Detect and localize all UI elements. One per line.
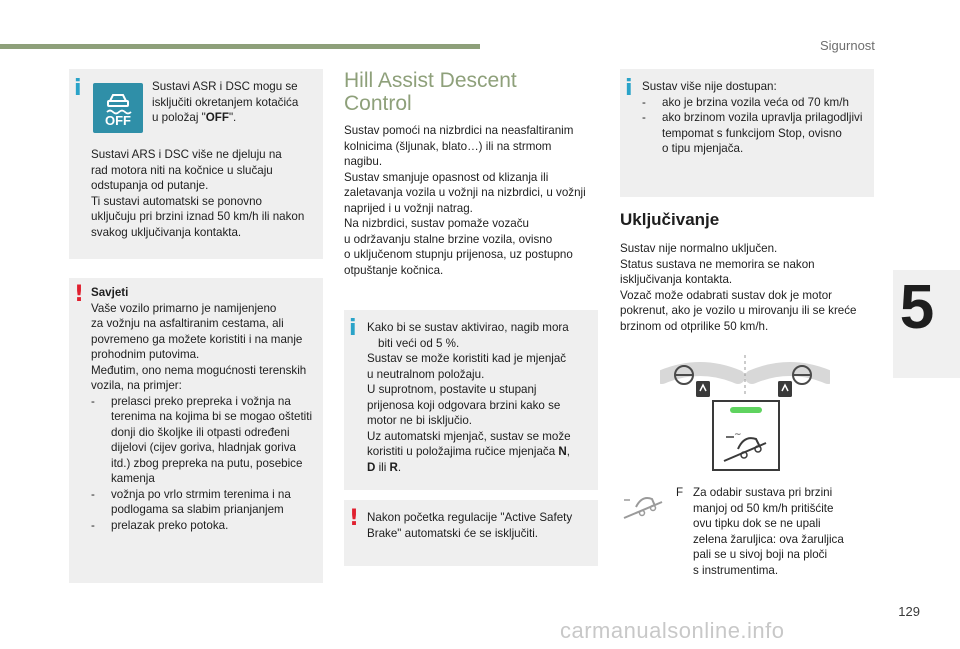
text-line: ovu tipku dok se ne upali [693, 517, 821, 530]
text-line: u neutralnom položaju. [367, 367, 485, 381]
hadc-small-icon [620, 490, 666, 524]
title-text: Savjeti [91, 286, 129, 299]
text-line: motor ne bi isključio. [367, 414, 473, 427]
text-line: pali se u sivoj boji na ploči [693, 548, 828, 561]
text-line: naprijed i u vožnji natrag. [344, 201, 473, 215]
unavailable-info [642, 79, 872, 157]
list-item [91, 518, 320, 534]
text-fragment: . [397, 460, 402, 474]
text-line: otpuštanje kočnica. [344, 263, 444, 277]
text-line: Brake" automatski će se isključiti. [367, 526, 538, 540]
header-accent-bar [0, 44, 480, 49]
text-line: u održavanju stalne brzine vozila, ovisno [344, 232, 553, 246]
text-line: biti veći od 5 %. [378, 336, 460, 350]
intro-line [152, 110, 320, 126]
chapter-number: 5 [899, 273, 935, 342]
text-line: terenima na kojima bi se mogao oštetiti [111, 410, 313, 423]
text-line: vozila, na primjer: [91, 379, 182, 392]
text-fragment: , [566, 445, 570, 458]
text-line: kolnicima (šljunak, blato…) ili na strmom [344, 139, 552, 153]
text-line: brzinom od otprilike 50 km/h. [620, 319, 769, 333]
unavailable-list [642, 95, 872, 157]
text-line: itd.) zbog prepreka na putu, posebice [111, 456, 303, 470]
info-icon: i [349, 316, 357, 341]
text-line: donji dio školjke ili otpasti određeni [111, 425, 290, 439]
text-line: Ti sustavi automatski se ponovno [91, 194, 262, 208]
info-icon: i [74, 76, 82, 101]
text-line: svakog uključivanja kontakta. [91, 225, 242, 239]
text-line: Na nizbrdici, sustav pomaže vozaču [344, 217, 529, 230]
traction-off-badge [93, 83, 143, 133]
text-line: odstupanja od putanje. [91, 179, 209, 192]
asb-warning [367, 510, 595, 541]
text-line: Kako bi se sustav aktivirao, nagib mora [367, 321, 569, 334]
activation-info [367, 320, 595, 475]
step-marker: F [676, 486, 684, 499]
text-line: - prelasci preko prepreka i vožnja na [111, 394, 291, 408]
activation-description [620, 241, 880, 334]
text-line: - prelazak preko potoka. [111, 518, 229, 532]
text-line: U suprotnom, postavite u stupanj [367, 383, 537, 396]
text-line: prijenosa koji odgovara brzini kako se [367, 398, 561, 412]
text-line: povremeno ga možete koristiti i na manje [91, 332, 303, 346]
text-line: uključuju pri brzini iznad 50 km/h ili nakon [91, 210, 305, 223]
info-intro [152, 79, 320, 126]
text-line: Sustavi ARS i DSC više ne djeluju na [91, 148, 282, 161]
text-line: zaletavanja vozila u vožnji na nizbrdici, u vožnji [344, 186, 586, 199]
text-line: Međutim, ono nema mogućnosti terenskih [91, 363, 307, 377]
text-line: Status sustava ne memorira se nakon [620, 257, 815, 271]
text-fragment: u položaj " [152, 111, 206, 124]
text-fragment: ". [228, 111, 237, 124]
text-line: Sustav se može koristiti kad je mjenjač [367, 352, 567, 365]
warning-icon: ! [349, 506, 360, 531]
text-line: - ako je brzina vozila veća od 70 km/h [662, 95, 849, 109]
warning-title [91, 285, 320, 301]
section-title: Sigurnost [820, 38, 875, 53]
text-line: isključivanja kontakta. [620, 273, 733, 286]
text-line: o tipu mjenjača. [662, 142, 744, 155]
text-line: - ako brzinom vozila upravlja prilagodljivi [662, 111, 863, 124]
text-line: o uključenom stupnju prijenosa, uz postupno [344, 248, 573, 261]
text-bold: OFF [205, 111, 229, 124]
text-line: tempomat s funkcijom Stop, ovisno [662, 126, 842, 140]
warning-icon: ! [74, 282, 85, 307]
steering-wheel-left-icon [662, 366, 738, 397]
text-line: Vaše vozilo primarno je namijenjeno [91, 301, 277, 315]
text-line: s instrumentima. [693, 563, 779, 577]
text-line: Sustav smanjuje opasnost od klizanja ili [344, 170, 549, 184]
subsection-heading: Uključivanje [620, 210, 720, 229]
list-item [642, 95, 872, 111]
svg-text:~: ~ [734, 430, 742, 440]
text-fragment: koristiti u položajima ručice mjenjača [367, 445, 559, 458]
text-line: za vožnju na asfaltiranim cestama, ali [91, 317, 284, 330]
warning-list [91, 394, 320, 534]
text-fragment: ili [375, 460, 390, 474]
text-line [367, 444, 595, 460]
text-line: pokrenut, ako je vozilo u mirovanju ili se kreće [620, 304, 857, 317]
gear-n: N [558, 445, 567, 458]
heading-line: Control [344, 92, 412, 115]
text-line: Sustav nije normalno uključen. [620, 242, 778, 255]
hadc-description [344, 123, 600, 278]
text-line: zelena žaruljica: ova žaruljica [693, 532, 844, 546]
info-icon: i [625, 76, 633, 101]
hadc-button-icon [713, 401, 779, 470]
list-item [91, 394, 320, 487]
text-line: Za odabir sustava pri brzini [693, 486, 833, 499]
text-line: Uz automatski mjenjač, sustav se može [367, 429, 571, 443]
section-heading [344, 69, 594, 115]
step-text [693, 485, 878, 578]
text-line: rad motora niti na kočnice u slučaju [91, 163, 273, 177]
watermark: carmanualsonline.info [560, 618, 785, 643]
gear-d: D [367, 460, 376, 474]
heading-line: Hill Assist Descent [344, 69, 517, 92]
text-line [367, 460, 595, 476]
text-line: prohodnim putovima. [91, 348, 200, 361]
text-line: manjoj od 50 km/h pritišćite [693, 501, 834, 515]
text-line: podlogama sa slabim prianjanjem [111, 503, 284, 516]
page-number: 129 [898, 604, 920, 619]
text-line: kamenja [111, 472, 155, 485]
dashboard-illustration [660, 355, 830, 475]
intro-line: isključiti okretanjem kotačića [152, 95, 299, 109]
text-line: Sustav pomoći na nizbrdici na neasfaltiranim [344, 124, 574, 137]
text-line: Sustav više nije dostupan: [642, 80, 777, 93]
list-item [642, 110, 872, 157]
text-line: dijelovi (cijev goriva, hladnjak goriva [111, 441, 296, 454]
text-line: Nakon početka regulacije "Active Safety [367, 511, 573, 524]
gear-r: R [389, 460, 398, 474]
intro-line: Sustavi ASR i DSC mogu se [152, 80, 298, 93]
text-line: - vožnja po vrlo strmim terenima i na [111, 487, 291, 501]
steering-wheel-right-icon [752, 366, 828, 397]
list-item [91, 487, 320, 518]
info-paragraph [91, 147, 319, 240]
text-line: nagibu. [344, 155, 383, 168]
warning-content [91, 285, 320, 533]
badge-label: OFF [105, 113, 131, 128]
text-line: Vozač može odabrati sustav dok je motor [620, 288, 833, 302]
